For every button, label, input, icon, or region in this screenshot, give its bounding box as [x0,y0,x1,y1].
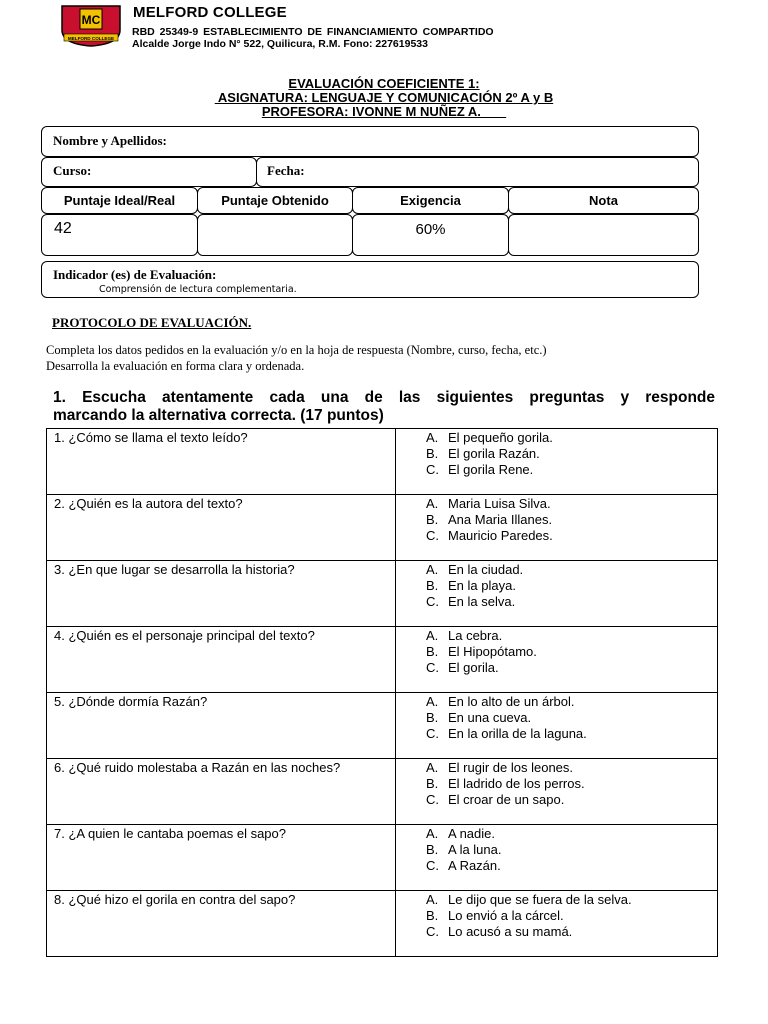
question-text: 7. ¿A quien le cantaba poemas el sapo? [47,825,396,891]
answer-options [396,891,718,957]
option-b[interactable]: B. Ana Maria Illanes. [426,512,553,527]
question-row [47,825,718,891]
rbd-line: RBD 25349-9 ESTABLECIMIENTO DE FINANCIAMIENTO COMPARTIDO [132,26,494,38]
date-label: Fecha: [267,163,305,178]
indicator-label: Indicador (es) de Evaluación: [53,267,217,282]
option-c[interactable]: C. En la selva. [426,594,516,609]
header-exigencia: Exigencia [352,187,509,214]
option-a[interactable]: A. Le dijo que se fuera de la selva. [426,892,632,907]
option-a[interactable]: A. La cebra. [426,628,503,643]
header-ideal-score: Puntaje Ideal/Real [41,187,198,214]
exigencia-text: 60% [415,221,446,238]
title-subject: ASIGNATURA: LENGUAJE Y COMUNICACIÓN 2º A y B [214,90,554,105]
question-text: 6. ¿Qué ruido molestaba a Razán en las noches? [47,759,396,825]
option-a[interactable]: A. En la ciudad. [426,562,524,577]
question-text: 4. ¿Quién es el personaje principal del texto? [47,627,396,693]
instruction-1-text: Completa los datos pedidos en la evaluación y/o en la hoja de respuesta (Nombre, curso, fecha, etc.) [46,343,547,357]
answer-options [396,495,718,561]
exigencia-value [352,214,509,256]
option-c[interactable]: C. El gorila Rene. [426,462,534,477]
option-a[interactable]: A. En lo alto de un árbol. [426,694,575,709]
obtained-score-field[interactable] [197,214,353,256]
question-text: 8. ¿Qué hizo el gorila en contra del sapo? [47,891,396,957]
answer-options [396,759,718,825]
option-b[interactable]: B. En la playa. [426,578,516,593]
svg-text:MC: MC [81,13,101,27]
answer-options [396,429,718,495]
question-text: 3. ¿En que lugar se desarrolla la historia? [47,561,396,627]
question-text: 5. ¿Dónde dormía Razán? [47,693,396,759]
title-teacher: PROFESORA: IVONNE M NUÑEZ A. [261,104,507,119]
logo-banner-text: MELFORD COLLEGE [67,36,115,41]
indicator-value: Comprensión de lectura complementaria. [99,284,297,295]
protocol-title: PROTOCOLO DE EVALUACIÓN. [52,315,252,330]
question-text: 2. ¿Quién es la autora del texto? [47,495,396,561]
option-c[interactable]: C. En la orilla de la laguna. [426,726,587,741]
option-b[interactable]: B. A la luna. [426,842,502,857]
option-a[interactable]: A. El pequeño gorila. [426,430,553,445]
questions-table [46,428,718,957]
nota-field[interactable] [508,214,699,256]
name-field[interactable] [41,126,699,157]
question-row [47,429,718,495]
option-b[interactable]: B. Lo envió a la cárcel. [426,908,564,923]
instruction-2 [46,359,304,374]
title-evaluation: EVALUACIÓN COEFICIENTE 1: [288,76,480,91]
section-1-heading [53,389,715,425]
indicator-box [41,261,699,298]
question-row [47,891,718,957]
ideal-score-value [41,214,198,256]
answer-options [396,693,718,759]
option-a[interactable]: A. Maria Luisa Silva. [426,496,551,511]
question-text: 1. ¿Cómo se llama el texto leído? [47,429,396,495]
question-row [47,759,718,825]
option-a[interactable]: A. A nadie. [426,826,495,841]
ideal-score-text: 42 [54,220,72,237]
section-1-line2: marcando la alternativa correcta. (17 puntos) [53,407,384,424]
course-label: Curso: [53,163,92,178]
question-row [47,693,718,759]
section-1-line1: 1. Escucha atentamente cada una de las siguientes preguntas y responde [53,389,715,406]
college-name: MELFORD COLLEGE [133,4,287,21]
answer-options [396,627,718,693]
option-b[interactable]: B. El ladrido de los perros. [426,776,585,791]
instruction-1 [46,343,547,358]
date-field[interactable] [256,157,699,187]
option-c[interactable]: C. El gorila. [426,660,499,675]
college-logo [58,4,124,48]
name-label: Nombre y Apellidos: [53,133,167,148]
question-row [47,495,718,561]
answer-options [396,561,718,627]
option-c[interactable]: C. A Razán. [426,858,501,873]
option-a[interactable]: A. El rugir de los leones. [426,760,574,775]
option-c[interactable]: C. El croar de un sapo. [426,792,565,807]
question-row [47,627,718,693]
option-c[interactable]: C. Mauricio Paredes. [426,528,553,543]
option-b[interactable]: B. El Hipopótamo. [426,644,537,659]
address-line: Alcalde Jorge Indo N° 522, Quilicura, R.M. Fono: 227619533 [132,38,428,50]
course-field[interactable] [41,157,257,187]
option-b[interactable]: B. El gorila Razán. [426,446,540,461]
question-row [47,561,718,627]
option-b[interactable]: B. En una cueva. [426,710,532,725]
answer-options [396,825,718,891]
header-obtained-score: Puntaje Obtenido [197,187,353,214]
option-c[interactable]: C. Lo acusó a su mamá. [426,924,573,939]
header-nota: Nota [508,187,699,214]
instruction-2-text: Desarrolla la evaluación en forma clara y ordenada. [46,359,305,373]
